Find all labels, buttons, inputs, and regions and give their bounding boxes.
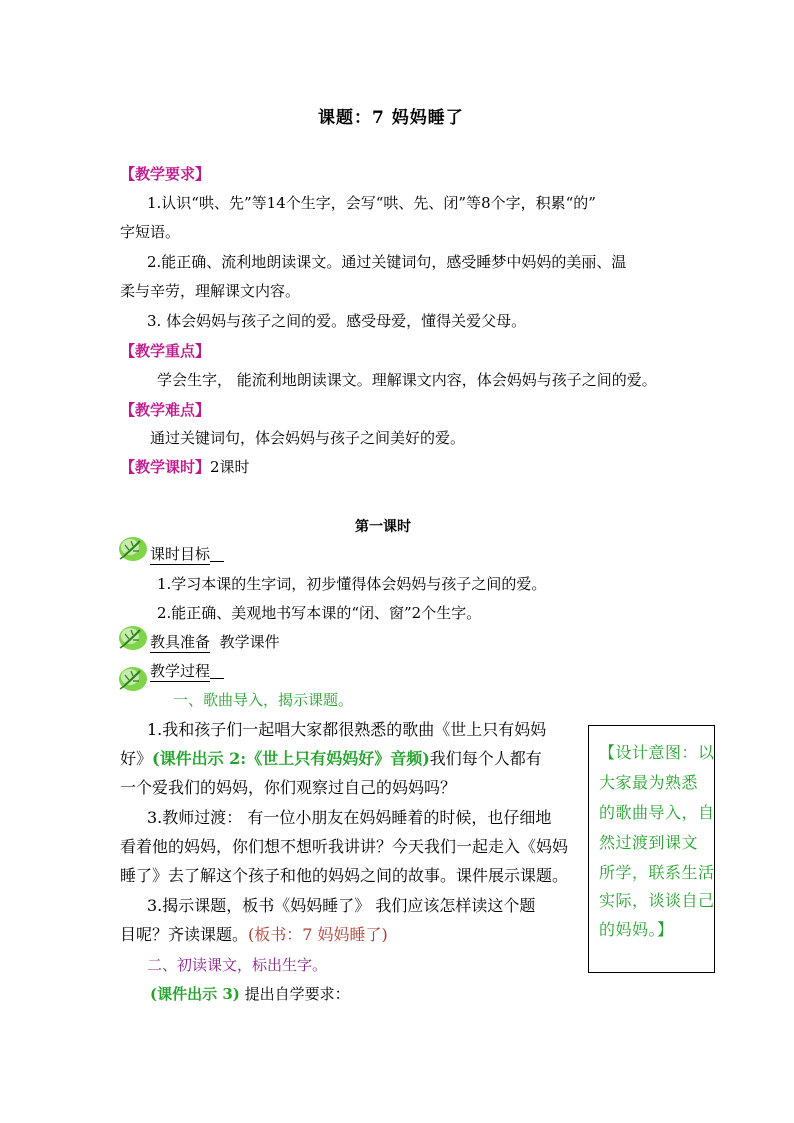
lesson-title: 第一课时 [355,519,411,535]
requirement-2-cont: 柔与辛劳，理解课文内容。 [120,282,301,300]
requirement-1-cont: 字短语。 [120,223,181,241]
key-points-heading: 【教学重点】 [120,342,211,360]
difficulties-text: 通过关键词句，体会妈妈与孩子之间美好的爱。 [150,429,466,447]
para2-line3: 睡了》去了解这个孩子和他的妈妈之间的故事。课件展示课题。 [120,866,569,885]
process-label: 教学过程 [150,661,224,681]
para2-line1: 3.教师过渡： 有一位小朋友在妈妈睡着的时候，也仔细地 [147,808,552,827]
design-intent-line: 【设计意图：以 [599,743,715,762]
design-intent-line: 的歌曲导入，自 [599,803,715,822]
requirement-1: 1.认识“哄、先”等14个生字，会写“哄、先、闭”等8个字，积累“的” [147,194,596,212]
step1-heading: 一、歌曲导入，揭示课题。 [173,691,354,709]
tools-line [150,632,280,652]
hours-text: 2课时 [210,458,250,476]
hours-line [120,457,250,477]
para3-line1: 3.揭示课题，板书《妈妈睡了》 我们应该怎样读这个题 [147,896,536,915]
requirement-3: 3. 体会妈妈与孩子之间的爱。感受母爱，懂得关爱父母。 [147,312,527,330]
goals-label: 课时目标 [150,544,224,564]
goal-1: 1.学习本课的生字词，初步懂得体会妈妈与孩子之间的爱。 [157,575,547,593]
leaf-icon [116,533,148,563]
leaf-icon [116,622,148,652]
key-points-text: 学会生字， 能流利地朗读课文。理解课文内容，体会妈妈与孩子之间的爱。 [157,371,657,389]
para1-line2: 好》(课件出示 2:《世上只有妈妈好》音频)我们每个人都有 [120,749,542,768]
para1-line3: 一个爱我们的妈妈，你们观察过自己的妈妈吗？ [120,778,457,797]
courseware-3: (课件出示 3) [150,985,240,1003]
para2-line2: 看着他的妈妈，你们想不想听我讲讲？今天我们一起走入《妈妈 [120,837,569,856]
tools-label: 教具准备 [150,633,211,651]
leaf-icon [116,663,148,693]
step2-heading: 二、初读课文，标出生字。 [147,956,328,974]
courseware-2: (课件出示 2:《世上只有妈妈好》音频) [152,749,430,768]
design-intent-line: 所学，联系生活 [599,863,715,882]
page-title: 课题：7 妈妈睡了 [318,108,464,128]
requirements-heading: 【教学要求】 [120,165,211,183]
design-intent-box [588,725,715,973]
board-note: (板书：7 妈妈睡了) [248,925,388,944]
para4: (课件出示 3) 提出自学要求： [150,985,350,1003]
para3-line2: 目呢？齐读课题。(板书：7 妈妈睡了) [120,925,388,944]
difficulties-heading: 【教学难点】 [120,401,211,419]
para1-line1: 1.我和孩子们一起唱大家都很熟悉的歌曲《世上只有妈妈 [147,720,547,739]
design-intent-line: 的妈妈。】 [599,920,674,939]
tools-text: 教学课件 [219,633,280,651]
design-intent-line: 然过渡到课文 [599,833,699,852]
design-intent-line: 实际，谈谈自己 [599,891,715,910]
goal-2: 2.能正确、美观地书写本课的“闭、窗”2个生字。 [157,604,482,622]
design-intent-line: 大家最为熟悉 [599,773,699,792]
hours-heading: 【教学课时】 [120,458,211,476]
requirement-2: 2.能正确、流利地朗读课文。通过关键词句，感受睡梦中妈妈的美丽、温 [147,253,627,271]
